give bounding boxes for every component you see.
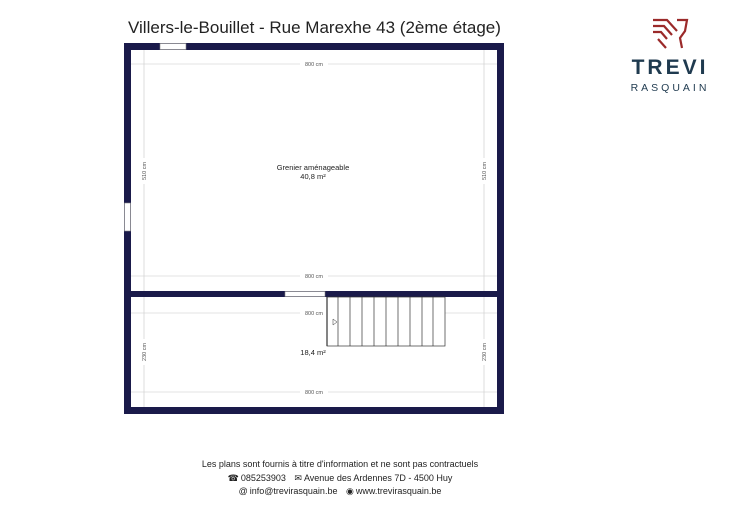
globe-icon: ◉: [345, 486, 354, 496]
dim-left-height-lower: 230 cm: [142, 342, 148, 362]
footer: [0, 458, 680, 499]
dim-mid-width-lower: 800 cm: [304, 311, 324, 317]
room-area-lower: 18,4 m²: [300, 348, 326, 357]
footer-website[interactable]: www.trevirasquain.be: [355, 486, 442, 496]
logo-subtitle: RASQUAIN: [630, 82, 710, 94]
at-icon: @: [238, 486, 248, 496]
stairs-icon: [327, 297, 445, 346]
mailbox-icon: ✉: [294, 472, 302, 483]
room-area-grenier: 40,8 m²: [300, 172, 326, 181]
footer-contact-row: [0, 472, 680, 486]
dim-mid-width-upper: 800 cm: [304, 274, 324, 280]
walls: [124, 43, 504, 414]
dim-right-height-lower: 230 cm: [482, 342, 488, 362]
door-middle: [285, 292, 325, 297]
wall-right: [497, 43, 504, 414]
dim-bottom-width: 800 cm: [304, 390, 324, 396]
wall-bottom: [124, 407, 504, 414]
window-top: [160, 44, 186, 50]
phone-icon: ☎: [227, 472, 239, 483]
page-title: Villers-le-Bouillet - Rue Marexhe 43 (2ème étage): [128, 18, 501, 37]
footer-address: Avenue des Ardennes 7D - 4500 Huy: [303, 472, 453, 483]
dim-left-height-upper: 510 cm: [142, 161, 148, 181]
footer-web-row: [0, 485, 680, 499]
dim-top-width: 800 cm: [304, 62, 324, 68]
dim-right-height-upper: 510 cm: [482, 161, 488, 181]
room-name-grenier: Grenier aménageable: [276, 163, 350, 172]
footer-email[interactable]: info@trevirasquain.be: [249, 486, 338, 496]
window-left: [125, 203, 131, 231]
footer-phone[interactable]: 085253903: [240, 472, 286, 483]
footer-disclaimer: Les plans sont fournis à titre d'information et ne sont pas contractuels: [201, 459, 479, 469]
logo-name: TREVI: [631, 56, 709, 79]
